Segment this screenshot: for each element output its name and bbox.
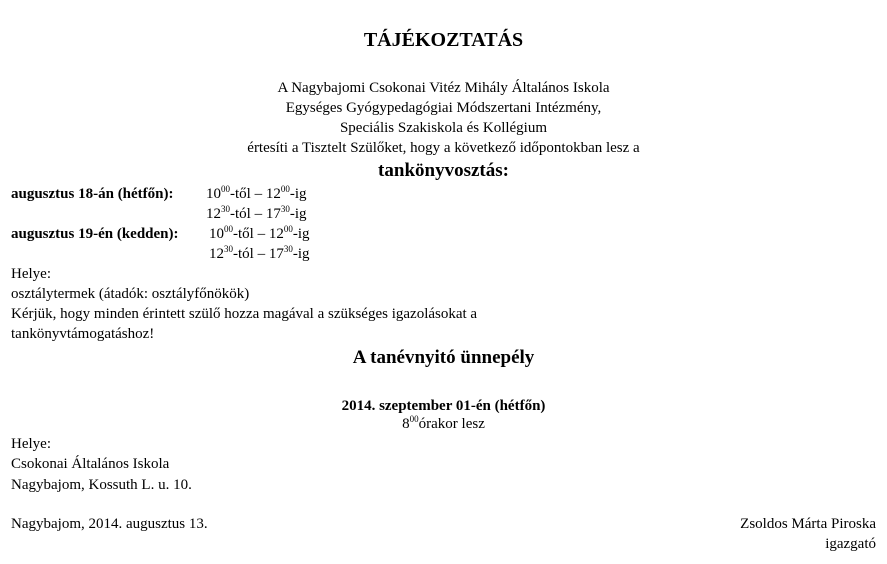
document-title: TÁJÉKOZTATÁS — [363, 29, 524, 51]
place-2-line-1: Csokonai Általános Iskola — [11, 456, 170, 472]
ceremony-date: 2014. szeptember 01-én (hétfőn) — [341, 398, 546, 414]
schedule-day-2-slot-2: $12^{30}$-tól – $17^{30}-ig$ — [209, 244, 310, 262]
schedule-day-1-slot-2: $12^{30}$-tól – $17^{30}-ig$ — [206, 204, 307, 222]
schedule-day-2-slot-1: $10^{00}$-től – $12^{00}-ig$ — [209, 224, 310, 242]
intro-line-4: értesíti a Tisztelt Szülőket, hogy a következő időpontokban lesz a — [247, 140, 640, 156]
place-1-value: osztálytermek (átadók: osztályfőnökök) — [11, 286, 250, 302]
place-2-label: Helye: — [11, 436, 51, 452]
place-2-line-2: Nagybajom, Kossuth L. u. 10. — [11, 477, 192, 493]
intro-line-1: A Nagybajomi Csokonai Vitéz Mihály Általános Iskola — [277, 80, 610, 96]
request-line-1: Kérjük, hogy minden érintett szülő hozza magával a szükséges igazolásokat a — [11, 306, 478, 322]
request-line-2: tankönyvtámogatáshoz! — [11, 326, 155, 342]
signer-title: igazgató — [825, 536, 876, 552]
intro-line-3: Speciális Szakiskola és Kollégium — [339, 120, 548, 136]
date-place: Nagybajom, 2014. augusztus 13. — [11, 516, 208, 532]
schedule-day-1-slot-1: $10^{00}$-től – $12^{00}-ig$ — [206, 184, 307, 202]
place-1-label: Helye: — [11, 266, 51, 282]
books-heading: tankönyvosztás: — [378, 160, 509, 181]
ceremony-time: $8^{00}órakor$ lesz — [402, 414, 485, 432]
intro-line-2: Egységes Gyógypedagógiai Módszertani Intézmény, — [285, 100, 602, 116]
ceremony-heading: A tanévnyitó ünnepély — [352, 347, 535, 368]
signer-name: Zsoldos Márta Piroska — [740, 516, 876, 532]
schedule-day-1: augusztus 18-án (hétfőn): — [11, 186, 174, 202]
schedule-day-2: augusztus 19-én (kedden): — [11, 226, 179, 242]
